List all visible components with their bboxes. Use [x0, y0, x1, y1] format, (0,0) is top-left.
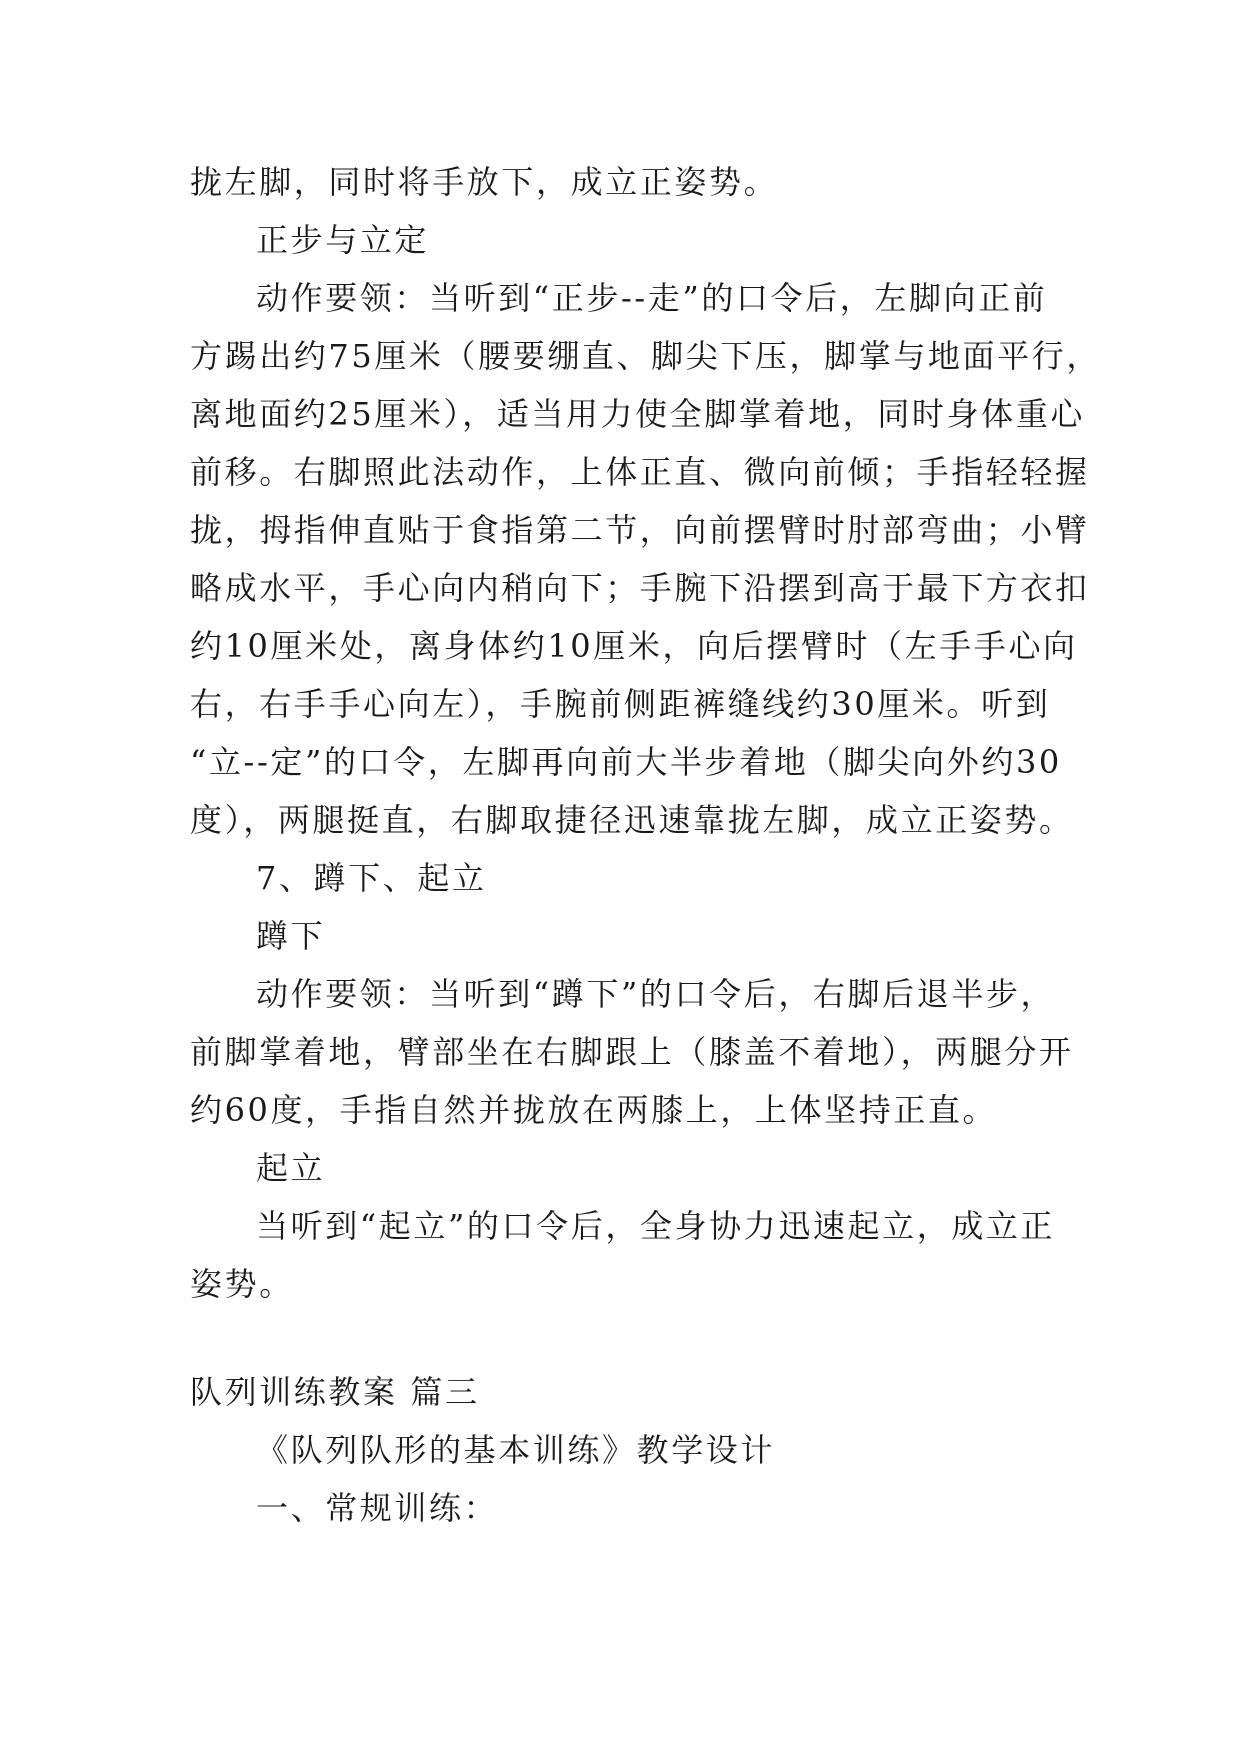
text-line: 前脚掌着地，臂部坐在右脚跟上（膝盖不着地），两腿分开	[190, 1033, 1074, 1071]
text-line: 约10厘米处，离身体约10厘米，向后摆臂时（左手手心向	[190, 627, 1078, 665]
text-line: 动作要领：当听到“蹲下”的口令后，右脚后退半步，	[256, 975, 1056, 1013]
text-line: 度），两腿挺直，右脚取捷径迅速靠拢左脚，成立正姿势。	[190, 801, 1074, 839]
text-line: “立--定”的口令，左脚再向前大半步着地（脚尖向外约30	[190, 743, 1062, 781]
text-line: 方踢出约75厘米（腰要绷直、脚尖下压，脚掌与地面平行，	[190, 337, 1101, 375]
text-line: 拢，拇指伸直贴于食指第二节，向前摆臂时肘部弯曲；小臂	[190, 511, 1090, 549]
text-line: 当听到“起立”的口令后，全身协力迅速起立，成立正	[256, 1207, 1056, 1245]
text-line: 约60度，手指自然并拢放在两膝上，上体坚持正直。	[190, 1091, 998, 1129]
text-line: 略成水平，手心向内稍向下；手腕下沿摆到高于最下方衣扣	[190, 569, 1090, 607]
subheading: 起立	[256, 1149, 326, 1187]
text-line: 前移。右脚照此法动作，上体正直、微向前倾；手指轻轻握	[190, 453, 1090, 491]
document-title: 《队列队形的基本训练》教学设计	[256, 1431, 776, 1469]
subheading: 蹲下	[256, 917, 326, 955]
chapter-title: 队列训练教案 篇三	[190, 1373, 480, 1411]
text-line: 右，右手手心向左），手腕前侧距裤缝线约30厘米。听到	[190, 685, 1051, 723]
subheading: 正步与立定	[256, 221, 430, 259]
section-heading: 7、蹲下、起立	[256, 859, 487, 897]
text-line: 动作要领：当听到“正步--走”的口令后，左脚向正前	[256, 279, 1048, 317]
text-line: 离地面约25厘米），适当用力使全脚掌着地，同时身体重心	[190, 395, 1085, 433]
text-line: 姿势。	[190, 1265, 294, 1303]
section-heading: 一、常规训练：	[256, 1489, 499, 1527]
text-line: 拢左脚，同时将手放下，成立正姿势。	[190, 163, 779, 201]
